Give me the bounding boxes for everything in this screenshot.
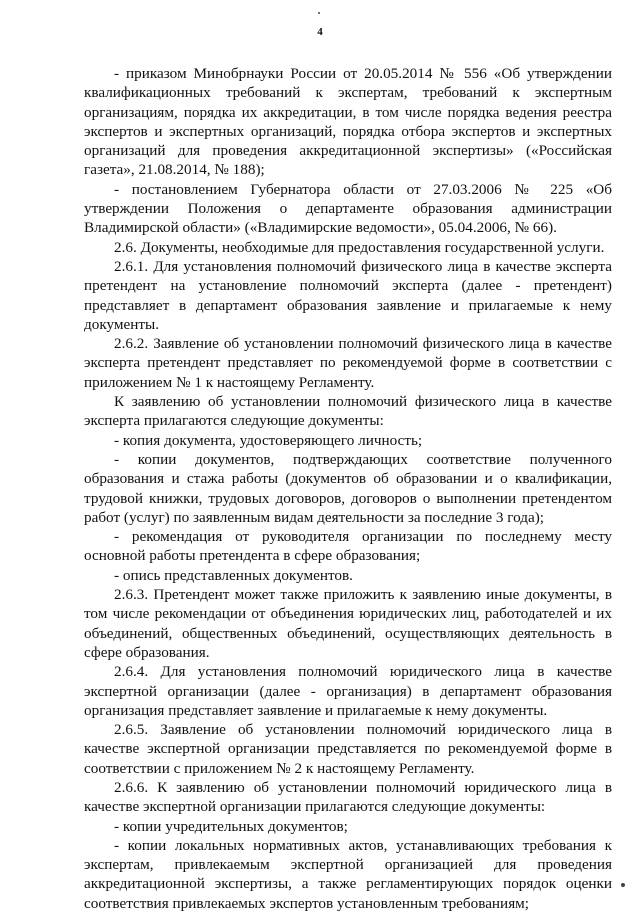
paragraph: 2.6.4. Для установления полномочий юридического лица в качестве экспертной организации (далее - организация) в департамент образования организация представляет заявление и прилагаемые к нему документы. xyxy=(84,663,612,719)
page-number: 4 xyxy=(317,26,323,38)
paragraph: К заявлению об установлении полномочий физического лица в качестве эксперта прилагаются следующие документы: xyxy=(84,393,612,430)
document-body xyxy=(84,64,612,913)
scan-speck xyxy=(621,883,625,887)
paragraph: 2.6.1. Для установления полномочий физического лица в качестве эксперта претендент на установление полномочий эксперта (далее - претендент) представляет в департамент образования заявление и прилагаемые к нему документы. xyxy=(84,257,612,333)
paragraph: - копии локальных нормативных актов, устанавливающих требования к экспертам, привлекаемым экспертной организацией для проведения аккредитационной экспертизы, а также регламентирующих порядок оценки соответствия привлекаемых экспертов установленным требованиям; xyxy=(84,836,612,912)
paragraph: 2.6.3. Претендент может также приложить к заявлению иные документы, в том числе рекомендации от объединения юридических лиц, работодателей и их объединений, общественных объединений, осуществляющих деятельность в сфере образования. xyxy=(84,586,612,661)
paragraph: - копия документа, удостоверяющего личность; xyxy=(114,431,423,449)
paragraph: 2.6.5. Заявление об установлении полномочий юридического лица в качестве экспертной организации представляется по рекомендуемой форме в соответствии с приложением № 2 к настоящему Регламенту. xyxy=(84,721,612,777)
paragraph: - копии учредительных документов; xyxy=(114,817,348,835)
scan-speck xyxy=(318,12,320,14)
paragraph: - рекомендация от руководителя организации по последнему месту основной работы претендента в сфере образования; xyxy=(84,528,612,565)
paragraph: - опись представленных документов. xyxy=(114,566,353,584)
paragraph: - копии документов, подтверждающих соответствие полученного образования и стажа работы (документов об образовании и о квалификации, трудовой книжки, трудовых договоров, договоров о выполнении претендентом работ (услуг) по заявленным видам деятельности за последние 3 года); xyxy=(84,450,612,526)
paragraph: - постановлением Губернатора области от 27.03.2006 № 225 «Об утверждении Положения о департаменте образования администрации Владимирской области» («Владимирские ведомости», 05.04.2006, № 66). xyxy=(84,180,612,237)
paragraph: 2.6.2. Заявление об установлении полномочий физического лица в качестве эксперта претендент представляет по рекомендуемой форме в соответствии с приложением № 1 к настоящему Регламенту. xyxy=(84,335,612,391)
paragraph: 2.6.6. К заявлению об установлении полномочий юридического лица в качестве экспертной организации прилагаются следующие документы: xyxy=(84,778,612,816)
paragraph: 2.6. Документы, необходимые для предоставления государственной услуги. xyxy=(114,238,605,256)
paragraph: - приказом Минобрнауки России от 20.05.2014 № 556 «Об утверждении квалификационных требований к экспертам, требований к экспертным организациям, порядка их аккредитации, в том числе порядка ведения реестра экспертов и экспертных организаций, порядка отбора экспертов и экспертных организаций для проведения аккредитационной экспертизы» («Российская газета», 21.08.2014, № 188); xyxy=(84,65,612,179)
